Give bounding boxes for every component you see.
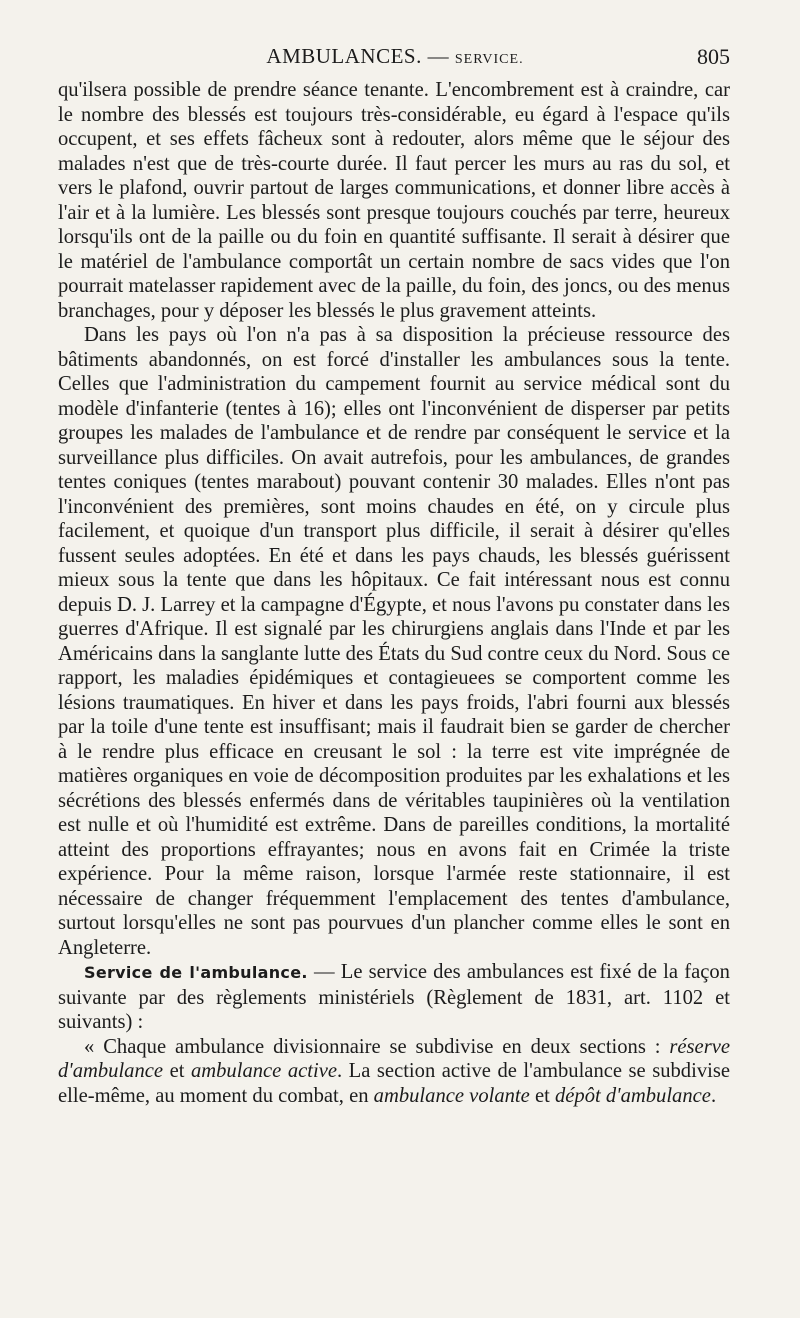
quote-text-i: . [710,1084,717,1107]
page-header [60,40,730,72]
quote-text-a: « Chaque ambulance divisionnaire se subdivise en deux sections : [84,1035,670,1058]
paragraph-4 [58,1035,730,1109]
body-text [58,78,730,1108]
running-title [60,44,730,69]
quote-text-e: . La section active de l'ambulance se subdivise elle-même, au moment du combat, en [58,1060,731,1107]
section-heading: Service de l'ambulance. [84,963,308,982]
running-title-main: AMBULANCES. — [266,44,450,68]
term-volante: ambulance volante [373,1084,530,1107]
running-title-sub: SERVICE. [454,52,524,67]
term-depot: dépôt d'ambulance [554,1084,711,1107]
term-reserve: réserve d'ambulance [58,1035,730,1082]
paragraph-3 [58,960,730,1035]
page-number: 805 [697,44,730,69]
quote-text-c: et [163,1060,191,1082]
term-active: ambulance active [190,1060,338,1082]
paragraph-3-text: — Le service des ambulances est fixé de la façon suivante par des règlements ministériels (Règlement de 1831, art. 1102 et suivants) : [58,961,730,1033]
paragraph-2: Dans les pays où l'on n'a pas à sa disposition la précieuse ressource des bâtiments abandonnés, on est forcé d'installer les ambulances sous la tente. Celles que l'administration du campement fournit au service médical sont du modèle d'infanterie (tentes à 16); elles ont l'inconvénient de disperser par petits groupes les malades de l'ambulance et de rendre par conséquent le service et la surveillance plus difficiles. On avait autrefois, pour les ambulances, de grandes tentes coniques (tentes marabout) pouvant contenir 30 malades. Elles n'ont pas l'inconvénient des premières, sont moins chaudes en été, on y circule plus facilement, et quoique d'un transport plus difficile, il serait à désirer qu'elles fussent seules adoptées. En été et dans les pays chauds, les blessés guérissent mieux sous la tente que dans les hôpitaux. Ce fait intéressant nous est connu depuis D. J. Larrey et la campagne d'Égypte, et nous l'avons pu constater dans les guerres d'Afrique. Il est signalé par les chirurgiens anglais dans l'Inde et par les Américains dans la sanglante lutte des États du Sud contre ceux du Nord. Sous ce rapport, les maladies épidémiques et contagieuees se comportent comme les lésions traumatiques. En hiver et dans les pays froids, l'abri fourni aux blessés par la toile d'une tente est insuffisant; mais il faudrait bien se garder de chercher à le rendre plus efficace en creusant le sol : la terre est vite imprégnée de matières organiques en voie de décomposition produites par les exhalations et les sécrétions des blessés enfermés dans de véritables taupinières où la ventilation est nulle et où l'humidité est extrême. Dans de pareilles conditions, la mortalité atteint des proportions effrayantes; nous en avons fait en Crimée la triste expérience. Pour la même raison, lorsque l'armée reste stationnaire, il est nécessaire de changer fréquemment l'emplacement des tentes d'ambulance, surtout lorsqu'elles ne sont pas pourvues d'un plancher comme elles le sont en Angleterre. [58,324,730,959]
paragraph-1: qu'ilsera possible de prendre séance tenante. L'encombrement est à craindre, car le nombre des blessés est toujours très-considérable, eu égard à l'espace qu'ils occupent, et ses effets fâcheux sont à redouter, alors même que le séjour des malades n'est que de très-courte durée. Il faut percer les murs au ras du sol, et vers le plafond, ouvrir partout de larges communications, et donner libre accès à l'air et à la lumière. Les blessés sont presque toujours couchés par terre, heureux lorsqu'ils ont de la paille ou du foin en quantité suffisante. Il serait à désirer que le matériel de l'ambulance comportât un certain nombre de sacs vides que l'on pourrait matelasser rapidement avec de la paille, du foin, des joncs, ou des menus branchages, pour y déposer les blessés le plus gravement atteints. [58,79,730,322]
quote-text-g: et [529,1084,555,1107]
